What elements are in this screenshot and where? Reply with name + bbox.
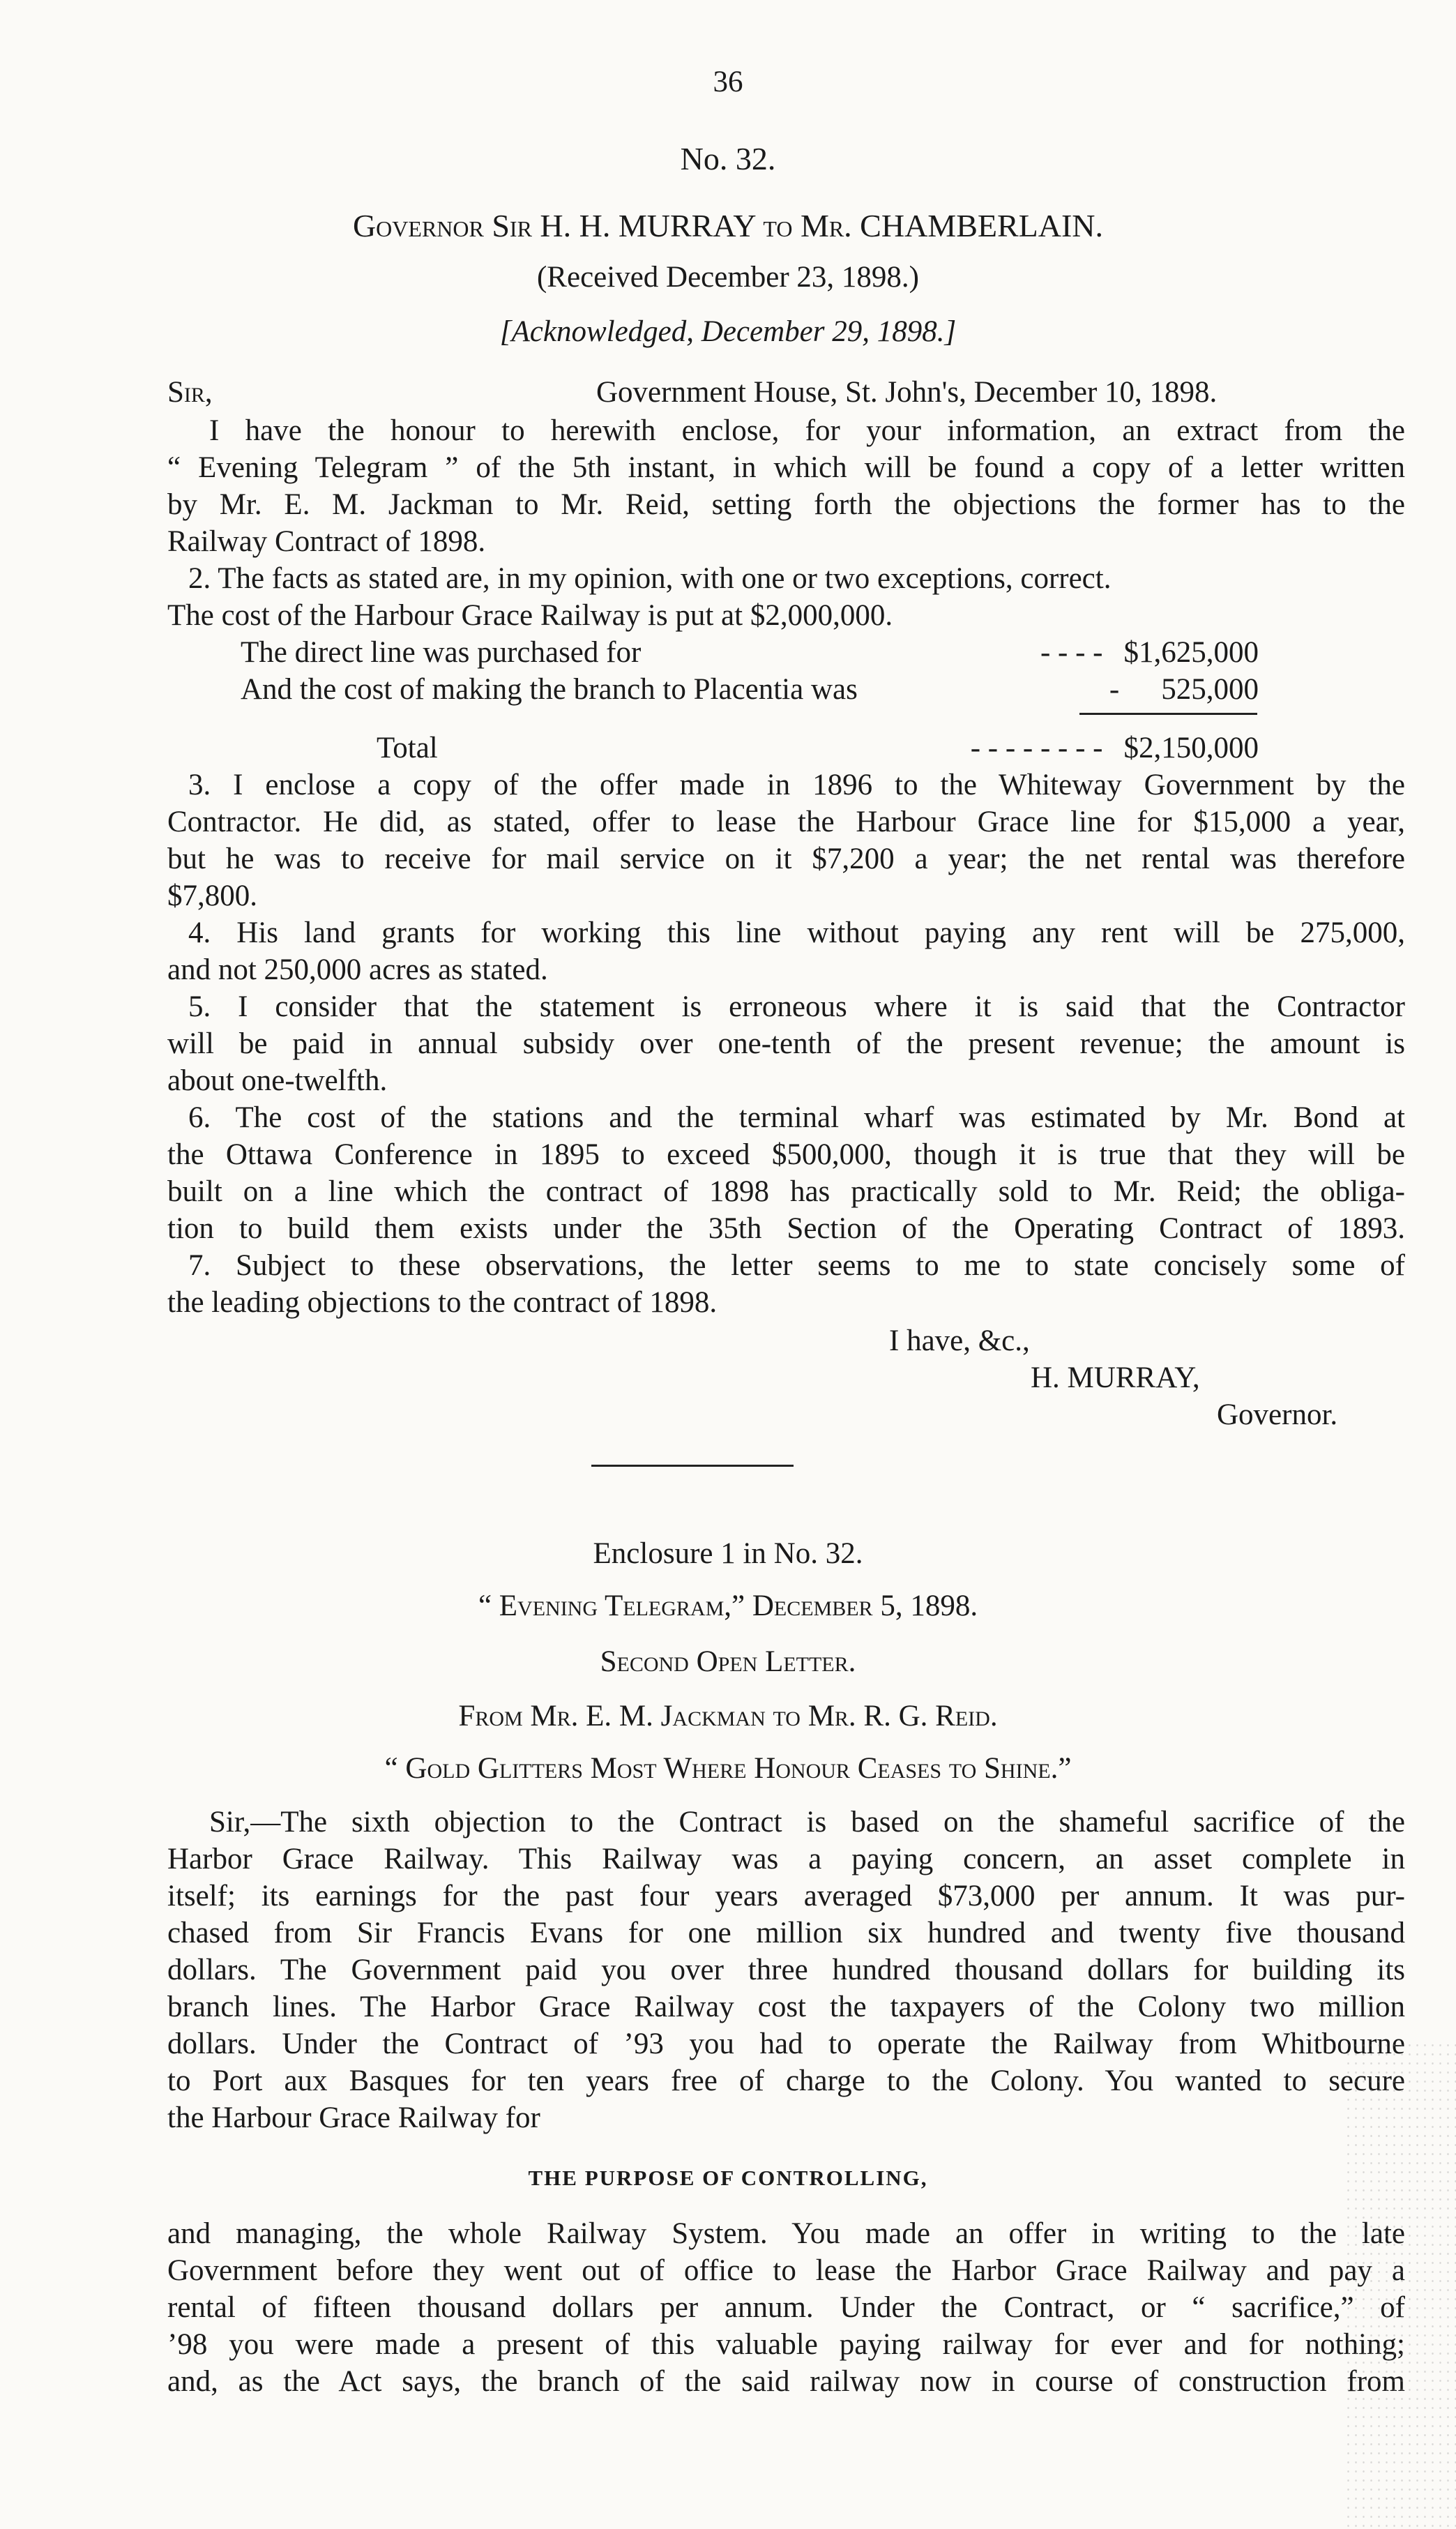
cost-row [241, 670, 1259, 709]
enclosure-title: Enclosure 1 in No. 32. [593, 1537, 863, 1570]
cost-label: The direct line was purchased for [241, 636, 642, 669]
paragraph-line: 6. The cost of the stations and the terminal wharf was estimated by Mr. Bond at [188, 1101, 1405, 1134]
paragraph-line: and not 250,000 acres as stated. [167, 953, 548, 986]
letter-heading: Governor Sir H. H. MURRAY to Mr. CHAMBERLAIN. [352, 208, 1104, 243]
received-date: (Received December 23, 1898.) [536, 261, 920, 294]
closing: I have, &c., [889, 1324, 1030, 1357]
final-line: Government before they went out of office to lease the Harbor Grace Railway and pay a [167, 2254, 1405, 2287]
cost-dots: - - - - [1040, 636, 1103, 669]
paragraph-line: 3. I enclose a copy of the offer made in 1896 to the Whiteway Government by the [188, 769, 1405, 801]
letter-line: Railway Contract of 1898. [167, 525, 486, 558]
paragraph-line: 5. I consider that the statement is erroneous where it is said that the Contractor [188, 990, 1405, 1023]
page-number: 36 [713, 66, 743, 98]
paragraph-line: built on a line which the contract of 1898 has practically sold to Mr. Reid; the obliga- [167, 1175, 1405, 1208]
enclosure-line: dollars. Under the Contract of ’93 you had to operate the Railway from Whitbourne [167, 2028, 1405, 2060]
cost-amount: 525,000 [1161, 673, 1259, 706]
cost-row [241, 633, 1259, 672]
salutation: Sir, [167, 376, 213, 409]
paragraph-line: the leading objections to the contract of 1898. [167, 1286, 718, 1319]
paragraph-line: 7. Subject to these observations, the letter seems to me to state concisely some of [188, 1249, 1405, 1282]
paragraph-line: about one-twelfth. [167, 1064, 388, 1097]
total-rule [1079, 713, 1257, 715]
signature-title: Governor. [1217, 1398, 1338, 1431]
letter-line: I have the honour to herewith enclose, for your information, an extract from the [209, 414, 1405, 447]
letter-line: 2. The facts as stated are, in my opinion, with one or two exceptions, correct. [188, 562, 1112, 595]
letter-line: The cost of the Harbour Grace Railway is put at $2,000,000. [167, 599, 893, 632]
enclosure-source: “ Evening Telegram,” December 5, 1898. [478, 1590, 978, 1622]
section-divider [591, 1465, 794, 1467]
letter-line: “ Evening Telegram ” of the 5th instant, in which will be found a copy of a letter written [167, 451, 1405, 484]
cost-dots: - - - - - - - - [970, 732, 1103, 764]
cost-amount: $2,150,000 [1123, 732, 1259, 764]
enclosure-line: dollars. The Government paid you over three hundred thousand dollars for building its [167, 1954, 1405, 1986]
cost-row-total [377, 729, 1259, 768]
final-line: rental of fifteen thousand dollars per annum. Under the Contract, or “ sacrifice,” of [167, 2291, 1405, 2324]
paragraph-line: will be paid in annual subsidy over one-tenth of the present revenue; the amount is [167, 1027, 1405, 1060]
cost-dots: - [1109, 673, 1120, 706]
enclosure-heading: Second Open Letter. [600, 1645, 856, 1678]
document-number: No. 32. [680, 141, 776, 176]
enclosure-heading: From Mr. E. M. Jackman to Mr. R. G. Reid. [458, 1700, 998, 1732]
sender-address: Government House, St. John's, December 10, 1898. [596, 376, 1218, 409]
final-line: ’98 you were made a present of this valuable paying railway for ever and for nothing; [167, 2328, 1405, 2361]
cost-amount: $1,625,000 [1123, 636, 1259, 669]
paragraph-line: $7,800. [167, 880, 257, 912]
paragraph-line: 4. His land grants for working this line without paying any rent will be 275,000, [188, 916, 1405, 949]
final-line: and, as the Act says, the branch of the said railway now in course of construction from [167, 2365, 1405, 2398]
enclosure-line: itself; its earnings for the past four years averaged $73,000 per annum. It was pur- [167, 1880, 1405, 1912]
page-edge-speckle [1344, 2041, 1456, 2529]
enclosure-line: to Port aux Basques for ten years free of charge to the Colony. You wanted to secure [167, 2064, 1405, 2097]
cost-label: Total [377, 732, 438, 764]
paragraph-line: the Ottawa Conference in 1895 to exceed $500,000, though it is true that they will be [167, 1138, 1405, 1171]
cost-label: And the cost of making the branch to Placentia was [241, 673, 858, 706]
enclosure-line: Sir,—The sixth objection to the Contract is based on the shameful sacrifice of the [209, 1806, 1405, 1839]
paragraph-line: Contractor. He did, as stated, offer to lease the Harbour Grace line for $15,000 a year, [167, 806, 1405, 838]
signature: H. MURRAY, [1031, 1361, 1200, 1394]
enclosure-line: branch lines. The Harbor Grace Railway cost the taxpayers of the Colony two million [167, 1991, 1405, 2023]
enclosure-line: the Harbour Grace Railway for [167, 2101, 540, 2134]
acknowledged-date: [Acknowledged, December 29, 1898.] [499, 315, 957, 348]
enclosure-line: chased from Sir Francis Evans for one million six hundred and twenty five thousand [167, 1917, 1405, 1949]
enclosure-heading: “ Gold Glitters Most Where Honour Ceases to Shine.” [384, 1752, 1072, 1785]
letter-line: by Mr. E. M. Jackman to Mr. Reid, setting forth the objections the former has to the [167, 488, 1405, 521]
paragraph-line: but he was to receive for mail service on it $7,200 a year; the net rental was therefore [167, 843, 1405, 875]
enclosure-line: Harbor Grace Railway. This Railway was a paying concern, an asset complete in [167, 1843, 1405, 1875]
paragraph-line: tion to build them exists under the 35th Section of the Operating Contract of 1893. [167, 1212, 1405, 1245]
subheading: THE PURPOSE OF CONTROLLING, [528, 2166, 928, 2190]
final-line: and managing, the whole Railway System. You made an offer in writing to the late [167, 2217, 1405, 2250]
